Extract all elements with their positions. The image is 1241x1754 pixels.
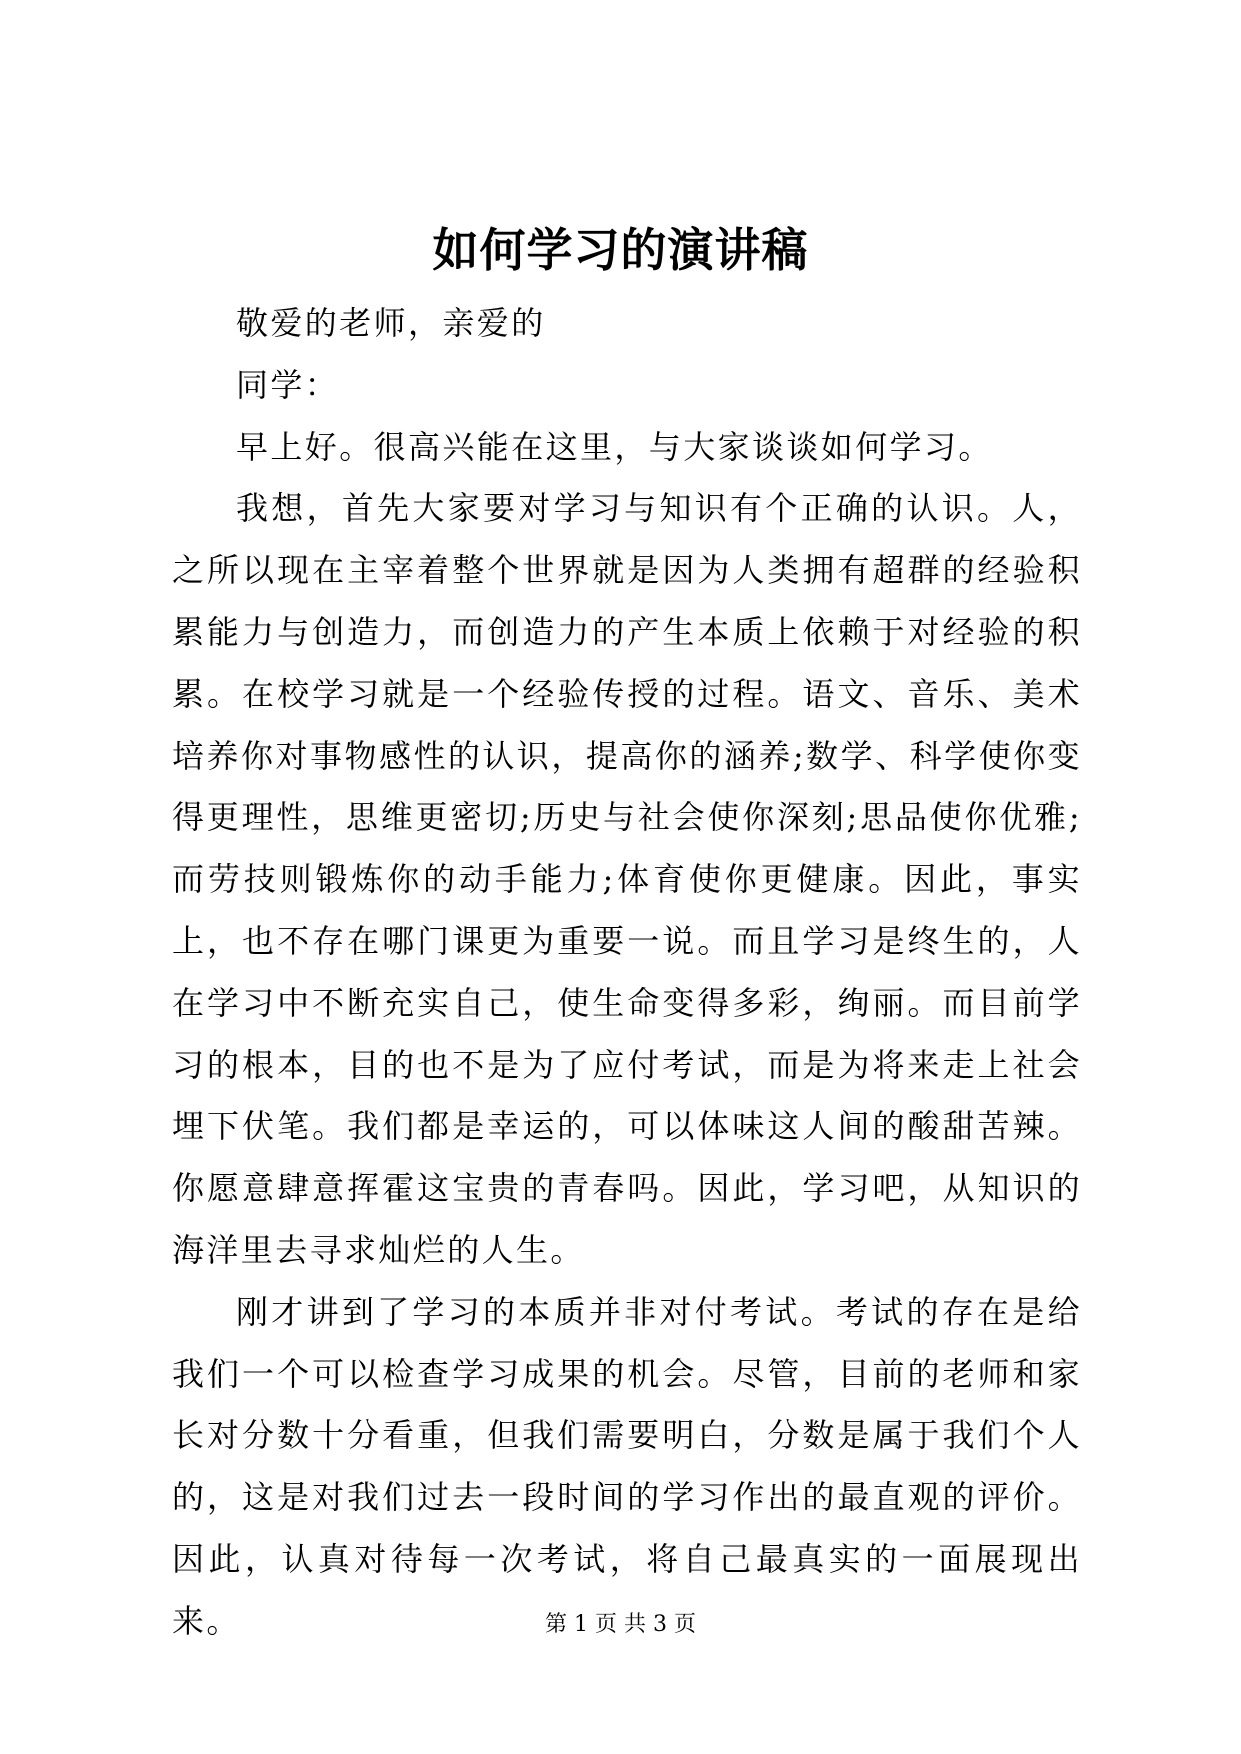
paragraph-knowledge: 我想，首先大家要对学习与知识有个正确的认识。人，之所以现在主宰着整个世界就是因为人类拥有超群的经验积累能力与创造力，而创造力的产生本质上依赖于对经验的积累。在校学习就是一个经验传授的过程。语文、音乐、美术培养你对事物感性的认识，提高你的涵养;数学、科学使你变得更理性，思维更密切;历史与社会使你深刻;思品使你优雅;而劳技则锻炼你的动手能力;体育使你更健康。因此，事实上，也不存在哪门课更为重要一说。而且学习是终生的，人在学习中不断充实自己，使生命变得多彩，绚丽。而目前学习的根本，目的也不是为了应付考试，而是为将来走上社会埋下伏笔。我们都是幸运的，可以体味这人间的酸甜苦辣。你愿意肆意挥霍这宝贵的青春吗。因此，学习吧，从知识的海洋里去寻求灿烂的人生。 [172, 489, 1082, 1269]
paragraph-greeting-continued: 同学： [236, 365, 340, 404]
page-footer: 第 1 页 共 3 页 [545, 1612, 696, 1637]
paragraph-exams: 刚才讲到了学习的本质并非对付考试。考试的存在是给我们一个可以检查学习成果的机会。尽管，目前的老师和家长对分数十分看重，但我们需要明白，分数是属于我们个人的，这是对我们过去一段时间的学习作出的最直观的评价。因此，认真对待每一次考试，将自己最真实的一面展现出来。 [172, 1292, 1082, 1640]
paragraph-opening: 早上好。很高兴能在这里，与大家谈谈如何学习。 [236, 427, 993, 466]
document-body [172, 293, 1082, 1653]
paragraph-greeting: 敬爱的老师，亲爱的 [236, 304, 546, 342]
document-title: 如何学习的演讲稿 [432, 223, 809, 277]
